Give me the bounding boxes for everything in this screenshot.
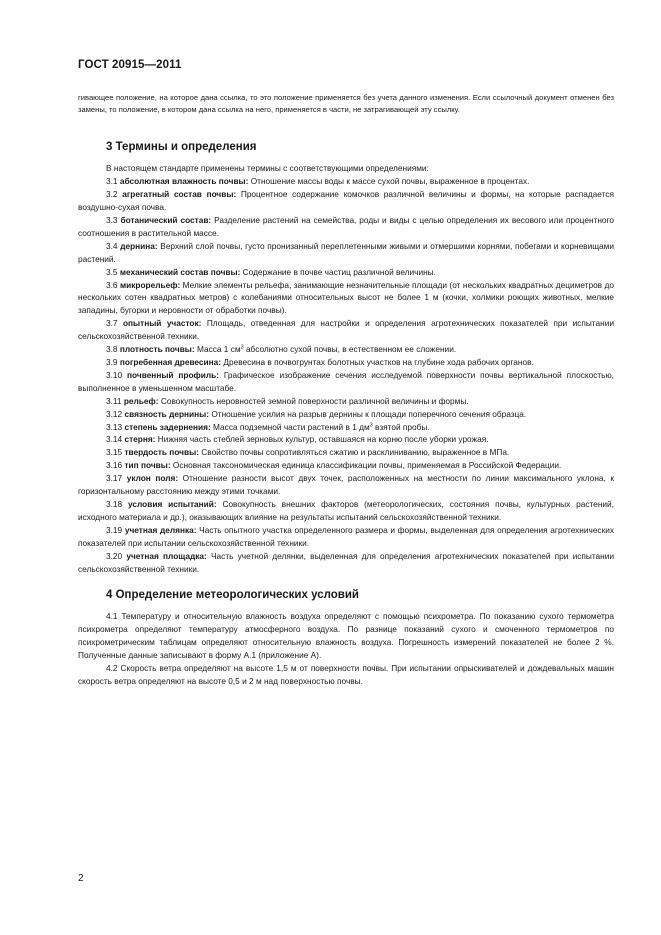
term-definition: Часть опытного участка определенного размера и формы, выделенная для определения агротехнических показателей при испытании сельскохозяйственной техники. <box>78 524 614 548</box>
terms-list <box>78 175 614 575</box>
term-number: 3.7 <box>106 318 118 329</box>
term-definition: Отношение усилия на разрыв дернины к площади поперечного сечения образца. <box>211 408 527 419</box>
term-definition: Отношение разности высот двух точек, расположенных на местности по линии максимального уклона, к горизонтальному расстоянию между этими точками. <box>78 473 614 497</box>
term-name: учетная площадка: <box>126 550 207 561</box>
term-number: 3.14 <box>106 434 123 445</box>
term-name: дернина: <box>120 240 158 251</box>
term-definition: Древесина в почвогрунтах болотных участков на глубине хода рабочих органов. <box>223 357 534 367</box>
term-definition-end: взятой пробы. <box>372 421 430 432</box>
term-item <box>78 343 614 356</box>
term-item <box>78 421 614 434</box>
term-item <box>78 175 614 188</box>
section-3-title: 3 Термины и определения <box>106 141 257 154</box>
term-name: твердость почвы: <box>124 447 199 458</box>
term-name: рельеф: <box>123 395 159 406</box>
term-definition: Основная таксономическая единица классификации почвы, применяемая в Российской Федерации. <box>172 460 562 471</box>
term-number: 3.12 <box>106 408 123 419</box>
term-number: 3.8 <box>106 344 118 355</box>
term-name: стерня: <box>124 434 156 445</box>
section-3-lead: В настоящем стандарте применены термины с соответствующими определениями: <box>106 163 429 174</box>
term-number: 3.20 <box>106 550 123 561</box>
term-definition: Часть учетной делянки, выделенная для определения агротехнических показателей при испытании сельскохозяйственной техники. <box>78 550 615 574</box>
term-name: микрорельеф: <box>120 279 181 290</box>
term-item <box>78 279 614 318</box>
term-item <box>78 188 614 214</box>
term-item <box>78 317 614 343</box>
term-item <box>78 472 614 498</box>
term-item <box>78 356 614 369</box>
term-item <box>78 550 614 576</box>
term-number: 3.6 <box>106 279 118 290</box>
term-item <box>78 459 614 472</box>
term-definition: Масса 1 см <box>196 344 241 355</box>
term-name: учетная делянка: <box>124 524 197 535</box>
term-number: 3.1 <box>106 176 118 187</box>
term-definition: Отношение массы воды к массе сухой почвы, выраженное в процентах. <box>250 176 530 187</box>
term-definition: Графическое изображение сечения исследуемой поверхности почвы вертикальной плоскостью, выполненное в уменьшенном масштабе. <box>78 369 614 393</box>
term-item <box>78 240 614 266</box>
term-item <box>78 498 614 524</box>
term-definition: Площадь, отведенная для настройки и определения агротехнических показателей при испытании сельскохозяйственной техники. <box>78 318 614 342</box>
superscript: 3 <box>240 344 244 351</box>
term-number: 3.16 <box>106 460 123 471</box>
term-name: условия испытаний: <box>128 498 217 509</box>
term-item <box>78 266 614 279</box>
term-number: 3.11 <box>106 395 122 406</box>
term-name: агрегатный состав почвы: <box>122 189 237 200</box>
term-definition: Совокупность неровностей земной поверхности различной величины и формы. <box>160 395 469 406</box>
term-definition: Верхний слой почвы, густо пронизанный переплетенными живыми и отмершими корнями, побегами и корневищами растений. <box>78 240 615 264</box>
term-name: связность дернины: <box>124 408 210 419</box>
term-number: 3.2 <box>106 189 118 200</box>
term-name: ботанический состав: <box>120 215 212 226</box>
term-item <box>78 433 614 446</box>
term-number: 3.4 <box>106 240 118 251</box>
term-definition: Процентное содержание комочков различной величины и формы, на которые распадается воздушно-сухая почва. <box>78 189 614 213</box>
term-number: 3.17 <box>106 473 123 484</box>
term-name: абсолютная влажность почвы: <box>119 176 249 187</box>
term-name: уклон поля: <box>126 473 179 484</box>
term-number: 3.10 <box>106 369 123 380</box>
term-definition: Содержание в почве частиц различной величины. <box>242 266 436 277</box>
term-item <box>78 446 614 459</box>
term-name: плотность почвы: <box>119 344 195 355</box>
term-number: 3.13 <box>106 421 123 432</box>
superscript: 3 <box>369 422 373 429</box>
term-definition: Совокупность внешних факторов (метеорологических, состояния почвы, культурных растений, исходного материала и др.), оказывающих влияние на результаты испытаний сельскохозяйственной техники. <box>78 498 614 522</box>
page-content <box>78 92 614 688</box>
term-number: 3.19 <box>106 524 123 535</box>
term-number: 3.18 <box>106 498 123 509</box>
term-definition: Мелкие элементы рельефа, занимающие незначительные площади (от нескольких квадратных дециметров до нескольких сотен квадратных метров) с колебаниями относительных высот не более 1 м (кочки, холмики роющих животных, мелкие западины, бугорки и неровности от обработки почвы). <box>78 279 614 316</box>
term-item <box>78 214 614 240</box>
page-number: 2 <box>78 873 84 884</box>
term-name: степень задернения: <box>124 421 211 432</box>
term-number: 3.15 <box>106 447 123 458</box>
term-definition-end: абсолютно сухой почвы, в естественном ее сложении. <box>243 344 457 355</box>
term-item <box>78 524 614 550</box>
term-definition: Свойство почвы сопротивляться сжатию и расклиниванию, выраженное в МПа. <box>201 447 510 458</box>
section-4-title: 4 Определение метеорологических условий <box>106 589 359 602</box>
term-definition: Нижняя часть стеблей зерновых культур, оставшаяся на корню после уборки урожая. <box>157 434 489 445</box>
term-name: почвенный профиль: <box>127 369 220 380</box>
term-definition: Масса подземной части растений в 1 дм <box>213 421 370 432</box>
intro-paragraph: гивающее положение, на которое дана ссылка, то это положение применяется без учета данного изменения. Если ссылочный документ отменен без замены, то положение, в котором дана ссылка на него, применяется в части, не затрагивающей эту ссылку. <box>78 93 614 115</box>
paragraph-4-1: 4.1 Температуру и относительную влажность воздуха определяют с помощью психрометра. По показанию сухого термометра психрометра определяют температуру атмосферного воздуха. По разнице показаний сухого и смоченного термометров по психрометрическим таблицам определяют относительную влажность воздуха. Погрешность измерений показателей не более 2 %. Полученные данные записывают в форму А.1 (приложение А). <box>78 611 614 661</box>
term-name: тип почвы: <box>124 460 171 471</box>
term-item <box>78 369 614 395</box>
term-definition: Разделение растений на семейства, роды и виды с целью определения их весового или процентного соотношения в растительной массе. <box>78 215 614 238</box>
paragraph-4-2: 4.2 Скорость ветра определяют на высоте 1,5 м от поверхности почвы. При испытании опрыскивателей и дождевальных машин скорость ветра определяют на высоте 0,5 и 2 м над поверхностью почвы. <box>78 663 614 686</box>
term-number: 3.9 <box>106 357 118 367</box>
term-number: 3.5 <box>106 266 118 277</box>
term-name: опытный участок: <box>122 318 202 329</box>
term-name: механический состав почвы: <box>119 266 241 277</box>
term-name: погребенная древесина: <box>119 357 222 367</box>
term-number: 3.3 <box>106 215 118 226</box>
document-header: ГОСТ 20915—2011 <box>78 59 182 71</box>
term-item <box>78 395 614 408</box>
term-item <box>78 408 614 421</box>
